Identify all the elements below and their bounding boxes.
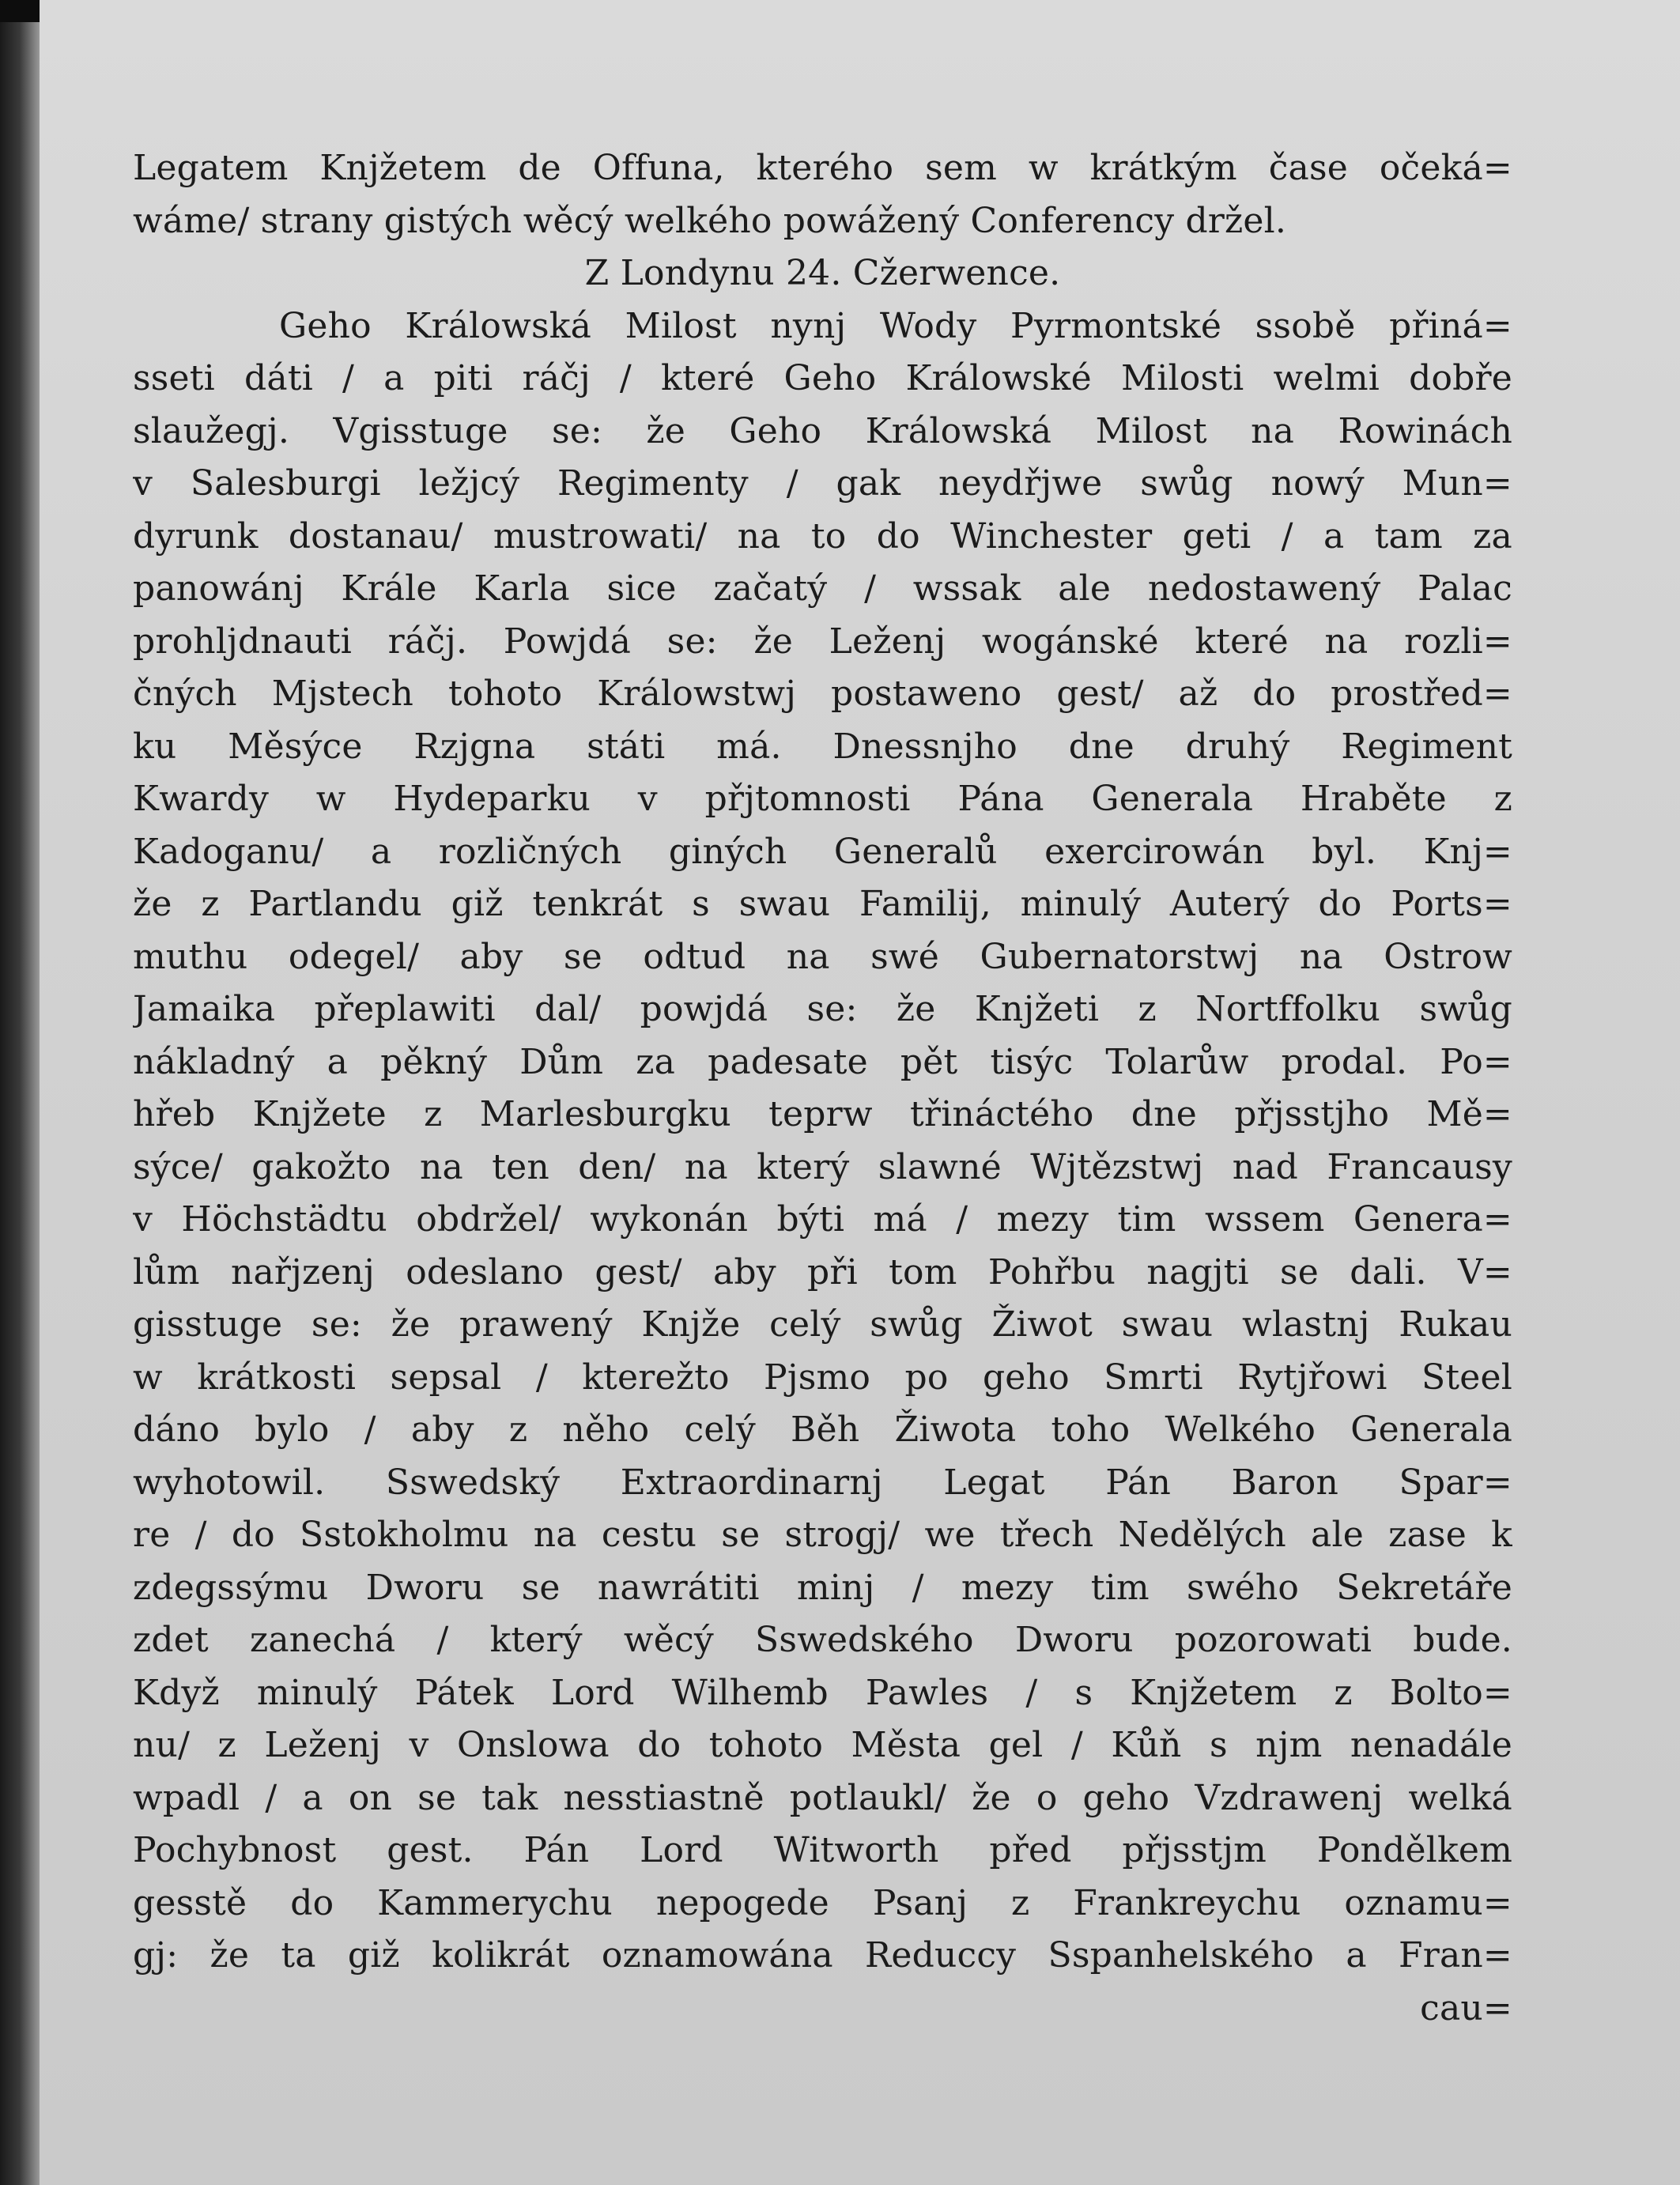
- text-line: zdet zanechá / který wěcý Sswedského Dworu pozorowati bude.: [133, 1620, 1512, 1660]
- text-line: slaužegj. Vgisstuge se: že Geho Králowská Milost na Rowinách: [133, 410, 1512, 451]
- page-text-block: [133, 142, 1512, 2035]
- text-line: wáme/ strany gistých wěcý welkého powážený Conferency držel.: [133, 200, 1287, 241]
- text-line: Kadoganu/ a rozličných giných Generalů exercirowán byl. Knj=: [133, 831, 1512, 872]
- text-line: zdegssýmu Dworu se nawrátiti minj / mezy tim swého Sekretáře: [133, 1567, 1512, 1608]
- text-line: gj: že ta giž kolikrát oznamowána Reduccy Sspanhelského a Fran=: [133, 1935, 1512, 1976]
- text-line: že z Partlandu giž tenkrát s swau Familij, minulý Auterý do Ports=: [133, 884, 1512, 924]
- text-line: čných Mjstech tohoto Králowstwj postaweno gest/ až do prostřed=: [133, 674, 1512, 714]
- catchword: cau=: [1420, 1987, 1512, 2028]
- text-line: hřeb Knjžete z Marlesburgku teprw třináctého dne přjsstjho Mě=: [133, 1094, 1512, 1134]
- book-binding-edge: [0, 0, 40, 2185]
- text-line: ku Měsýce Rzjgna státi má. Dnessnjho dne druhý Regiment: [133, 726, 1512, 767]
- text-line: lům nařjzenj odeslano gest/ aby při tom Pohřbu nagjti se dali. V=: [133, 1251, 1512, 1293]
- text-line: wyhotowil. Sswedský Extraordinarnj Legat Pán Baron Spar=: [133, 1462, 1512, 1503]
- text-line: w krátkosti sepsal / kterežto Pjsmo po geho Smrti Rytjřowi Steel: [133, 1357, 1512, 1398]
- text-line: Geho Králowská Milost nynj Wody Pyrmontské ssobě přiná=: [279, 305, 1512, 346]
- text-line: gisstuge se: že prawený Knjže celý swůg Žiwot swau wlastnj Rukau: [133, 1304, 1512, 1345]
- text-line: muthu odegel/ aby se odtud na swé Gubernatorstwj na Ostrow: [133, 936, 1512, 977]
- text-line: sseti dáti / a piti ráčj / které Geho Králowské Milosti welmi dobře: [133, 358, 1512, 398]
- text-line: Pochybnost gest. Pán Lord Witworth před přjsstjm Pondělkem: [133, 1830, 1512, 1870]
- text-line: v Salesburgi ležjcý Regimenty / gak neydřjwe swůg nowý Mun=: [133, 463, 1512, 504]
- text-line: Když minulý Pátek Lord Wilhemb Pawles / s Knjžetem z Bolto=: [133, 1672, 1512, 1713]
- text-line: nákladný a pěkný Dům za padesate pět tisýc Tolarůw prodal. Po=: [133, 1041, 1512, 1082]
- text-line: wpadl / a on se tak nesstiastně potlaukl/ že o geho Vzdrawenj welká: [133, 1777, 1512, 1818]
- text-line: prohljdnauti ráčj. Powjdá se: že Leženj wogánské které na rozli=: [133, 621, 1512, 662]
- text-line: panowánj Krále Karla sice začatý / wssak ale nedostawený Palac: [133, 568, 1512, 609]
- text-line: re / do Sstokholmu na cestu se strogj/ we třech Nedělých ale zase k: [133, 1515, 1512, 1555]
- text-line: Legatem Knjžetem de Offuna, kterého sem w krátkým čase očeká=: [133, 148, 1512, 188]
- text-line: dáno bylo / aby z něho celý Běh Žiwota toho Welkého Generala: [133, 1409, 1512, 1450]
- book-page: [40, 0, 1680, 2185]
- text-line: dyrunk dostanau/ mustrowati/ na to do Winchester geti / a tam za: [133, 515, 1512, 557]
- text-line: Kwardy w Hydeparku v přjtomnosti Pána Generala Hraběte z: [133, 779, 1512, 819]
- text-line: Jamaika přeplawiti dal/ powjdá se: že Knjžeti z Nortffolku swůg: [133, 989, 1512, 1029]
- dateline-heading: Z Londynu 24. Cžerwence.: [584, 253, 1061, 293]
- text-line: gesstě do Kammerychu nepogede Psanj z Frankreychu oznamu=: [133, 1882, 1512, 1923]
- text-line: sýce/ gakožto na ten den/ na který slawné Wjtězstwj nad Francausy: [133, 1146, 1512, 1187]
- text-line: v Höchstädtu obdržel/ wykonán býti má / mezy tim wssem Genera=: [133, 1199, 1512, 1240]
- text-line: nu/ z Leženj v Onslowa do tohoto Města gel / Kůň s njm nenadále: [133, 1725, 1512, 1765]
